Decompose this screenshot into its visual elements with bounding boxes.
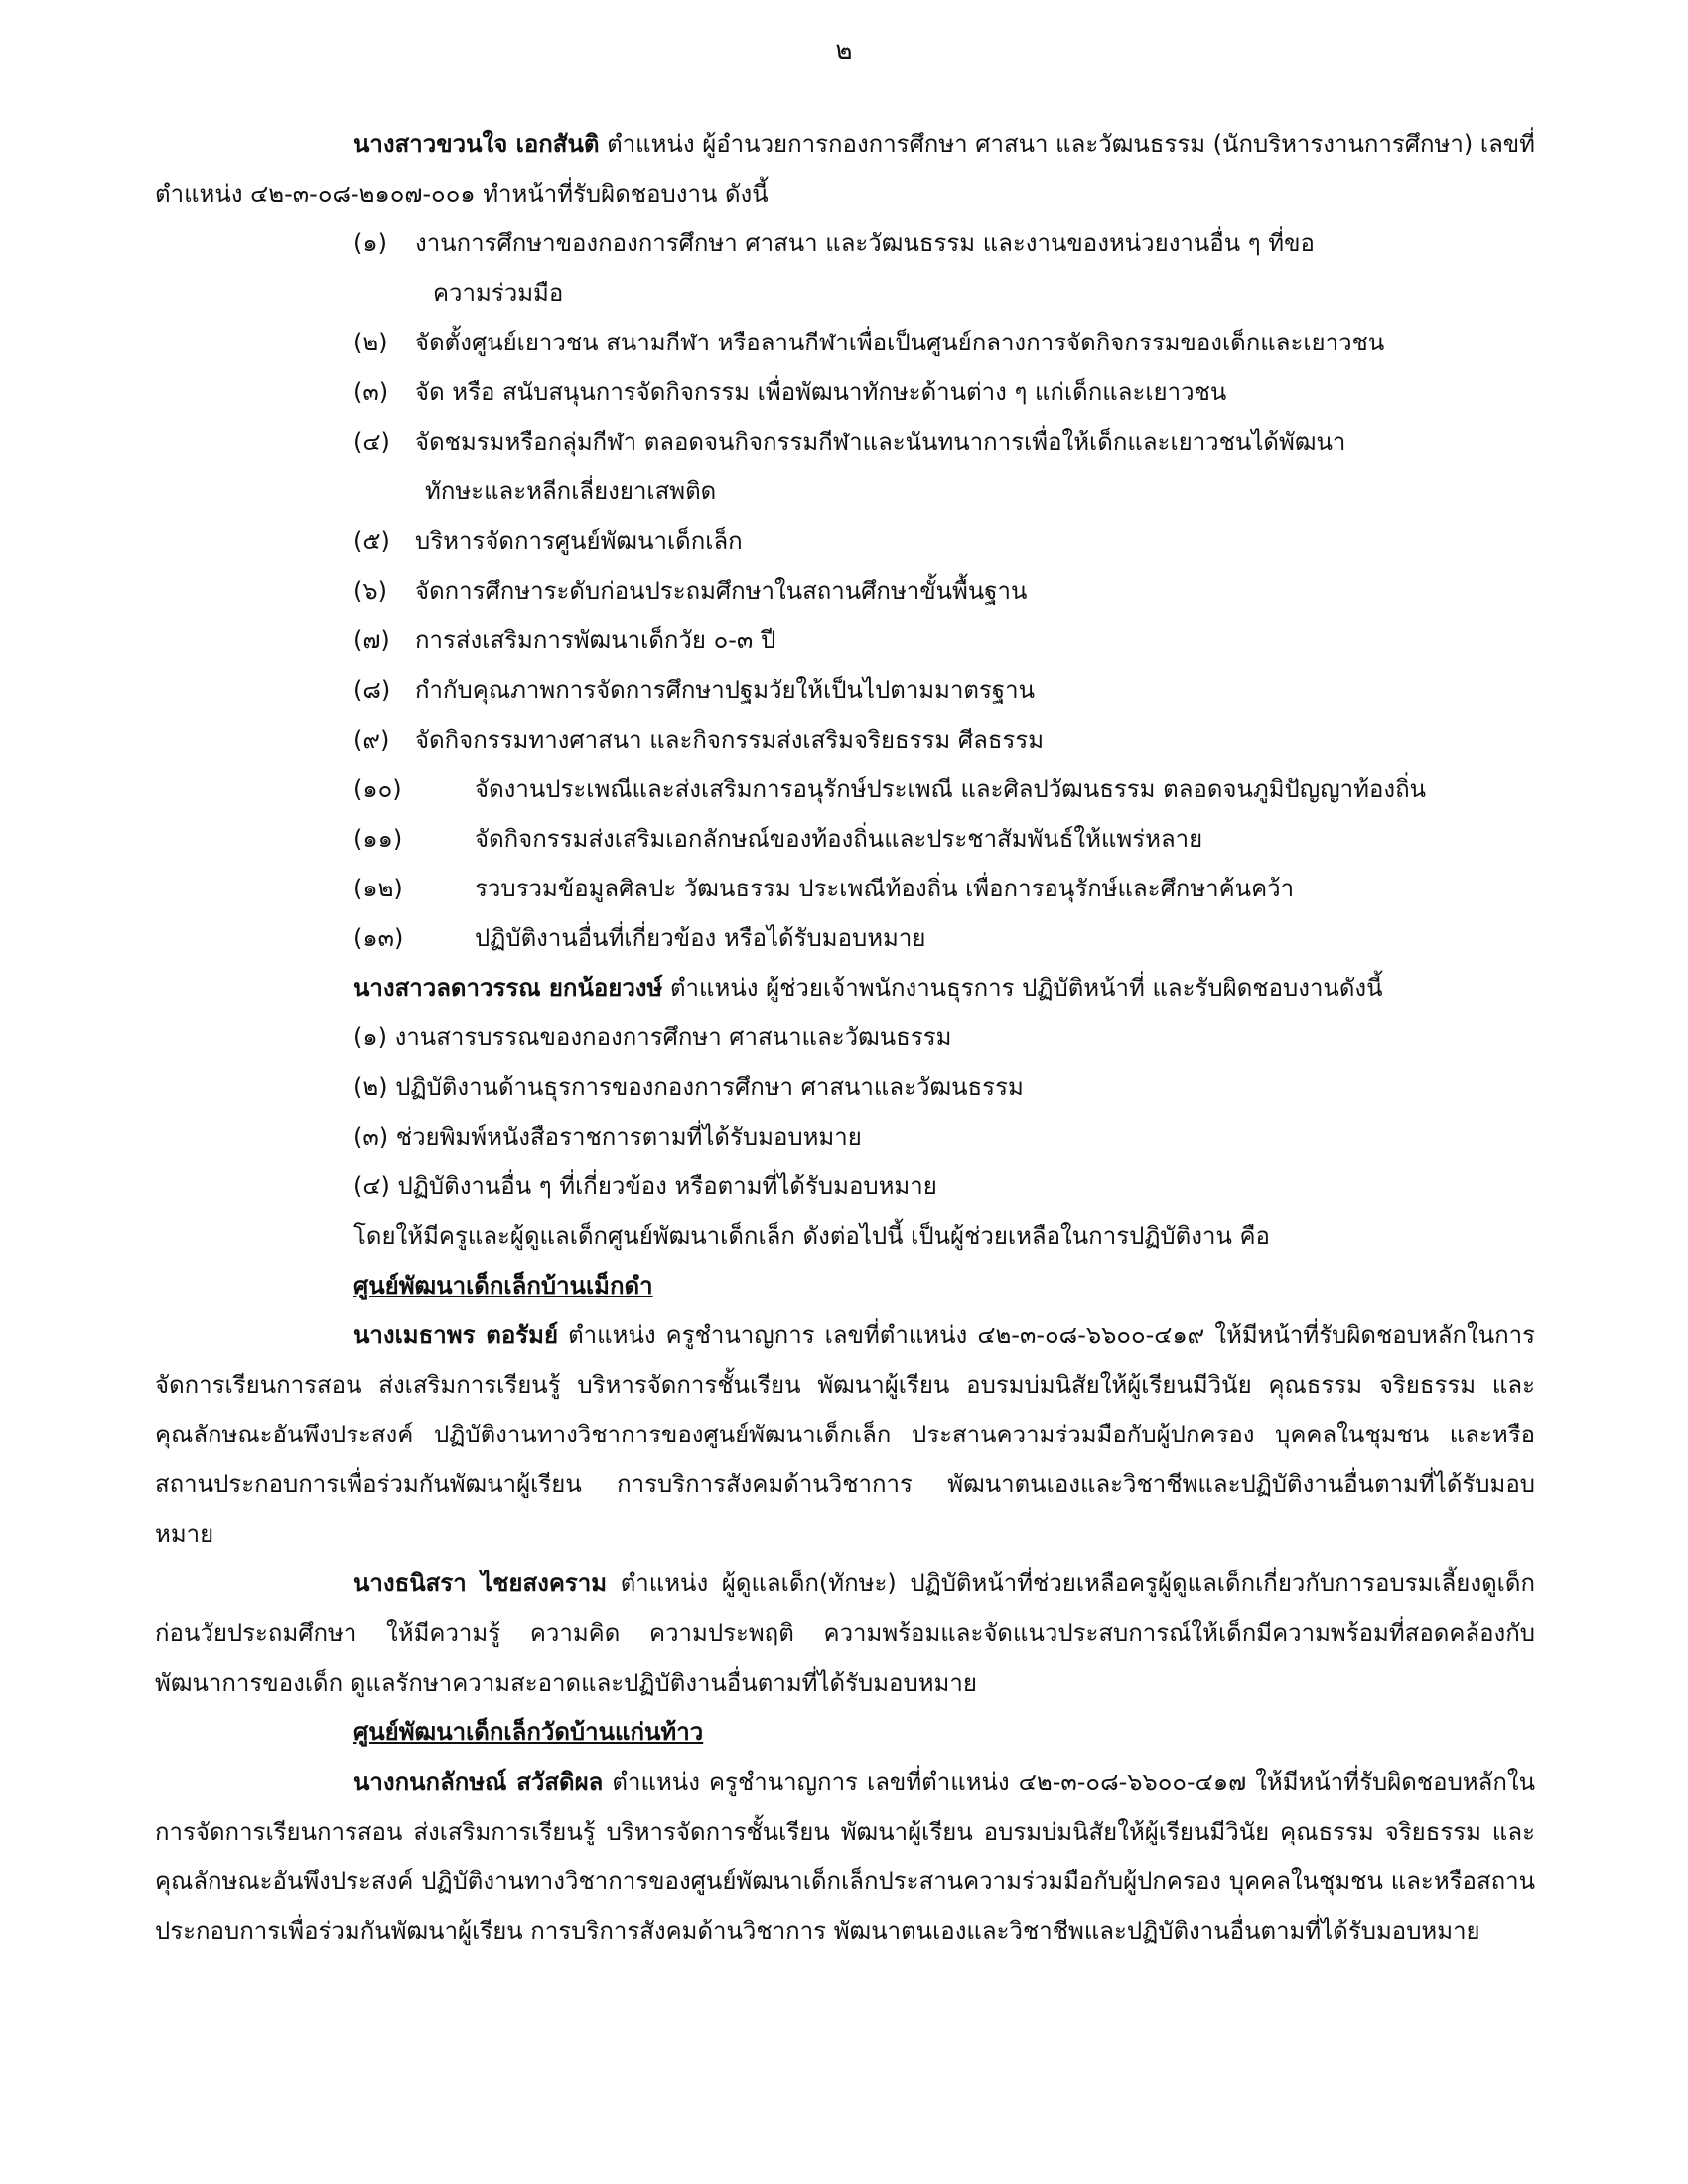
item-number: (๒): [353, 329, 388, 356]
item-text: จัดกิจกรรมส่งเสริมเอกลักษณ์ของท้องถิ่นและประชาสัมพันธ์ให้แพร่หลาย: [475, 825, 1203, 853]
person-name: นางกนกลักษณ์ สวัสดิผล: [353, 1768, 604, 1796]
list-item: [155, 566, 1535, 615]
block2-person-name: นางสาวลดาวรรณ ยกน้อยวงษ์: [353, 974, 663, 1002]
item-text: จัด หรือ สนับสนุนการจัดกิจกรรม เพื่อพัฒนาทักษะด้านต่าง ๆ แก่เด็กและเยาวชน: [415, 378, 1227, 406]
list-item: [155, 764, 1535, 814]
block1-text: ตำแหน่ง ผู้อำนวยการกองการศึกษา ศาสนา และวัฒนธรรม (นักบริหารงานการศึกษา) เลขที่ตำแหน่ง ๔๒-๓-๐๘-๒๑๐๗-๐๐๑ ทำหน้าที่รับผิดชอบงาน ดังนี้: [155, 130, 1535, 207]
item-text: จัดกิจกรรมทางศาสนา และกิจกรรมส่งเสริมจริยธรรม ศีลธรรม: [415, 726, 1045, 753]
item-number: (๑๓): [353, 924, 404, 952]
item-text: การส่งเสริมการพัฒนาเด็กวัย ๐-๓ ปี: [415, 626, 776, 654]
person-duties: ตำแหน่ง ครูชำนาญการ เลขที่ตำแหน่ง ๔๒-๓-๐๘-๖๖๐๐-๔๑๗ ให้มีหน้าที่รับผิดชอบหลักในการจัดการเรียนการสอน ส่งเสริมการเรียนรู้ บริหารจัดการชั้นเรียน พัฒนาผู้เรียน อบรมบ่มนิสัยให้ผู้เรียนมีวินัย คุณธรรม จริยธรรม และคุณลักษณะอันพึงประสงค์ ปฏิบัติงานทางวิชาการของศูนย์พัฒนาเด็กเล็กประสานความร่วมมือกับผู้ปกครอง บุคคลในชุมชน และหรือสถานประกอบการเพื่อร่วมกันพัฒนาผู้เรียน การบริการสังคมด้านวิชาการ พัฒนาตนเองและวิชาชีพและปฏิบัติงานอื่นตามที่ได้รับมอบหมาย: [155, 1768, 1535, 1945]
item-number: (๑๒): [353, 875, 403, 902]
item-text: รวบรวมข้อมูลศิลปะ วัฒนธรรม ประเพณีท้องถิ่น เพื่อการอนุรักษ์และศึกษาค้นคว้า: [475, 875, 1295, 902]
item-number: (๑๐): [353, 775, 402, 803]
list-item: [155, 814, 1535, 864]
closing-statement: โดยให้มีครูและผู้ดูแลเด็กศูนย์พัฒนาเด็กเล็ก ดังต่อไปนี้ เป็นผู้ช่วยเหลือในการปฏิบัติงาน คือ: [353, 1222, 1270, 1250]
document-body: [155, 119, 1535, 1956]
page-number: ๒: [835, 36, 853, 66]
item-number: (๑๑): [353, 825, 403, 853]
list-item: [155, 715, 1535, 764]
list-item: [155, 417, 1535, 467]
list-item: [155, 516, 1535, 566]
item-number: (๔): [353, 1172, 390, 1200]
item-number: (๕): [353, 527, 390, 555]
item-text: งานสารบรรณของกองการศึกษา ศาสนาและวัฒนธรรม: [394, 1024, 952, 1051]
section-heading: ศูนย์พัฒนาเด็กเล็กบ้านเม็กดำ: [353, 1272, 653, 1299]
person-duties: ตำแหน่ง ผู้ดูแลเด็ก(ทักษะ) ปฏิบัติหน้าที่ช่วยเหลือครูผู้ดูแลเด็กเกี่ยวกับการอบรมเลี้ยงดูเด็กก่อนวัยประถมศึกษา ให้มีความรู้ ความคิด ความประพฤติ ความพร้อมและจัดแนวประสบการณ์ให้เด็กมีความพร้อมที่สอดคล้องกับพัฒนาการของเด็ก ดูแลรักษาความสะอาดและปฏิบัติงานอื่นตามที่ได้รับมอบหมาย: [155, 1570, 1535, 1697]
item-number: (๔): [353, 428, 390, 456]
item-text: กำกับคุณภาพการจัดการศึกษาปฐมวัยให้เป็นไปตามมาตรฐาน: [415, 676, 1036, 704]
item-number: (๓): [353, 1123, 389, 1151]
list-item: [155, 913, 1535, 963]
list-item: [155, 665, 1535, 715]
item-text: งานการศึกษาของกองการศึกษา ศาสนา และวัฒนธรรม และงานของหน่วยงานอื่น ๆ ที่ขอ: [415, 229, 1315, 257]
block2-text: ตำแหน่ง ผู้ช่วยเจ้าพนักงานธุรการ ปฏิบัติหน้าที่ และรับผิดชอบงานดังนี้: [662, 974, 1383, 1002]
list-item: [155, 1062, 1535, 1112]
block2-paragraph: [155, 963, 1535, 1013]
item-number: (๙): [353, 726, 390, 753]
section-heading: ศูนย์พัฒนาเด็กเล็กวัดบ้านแก่นท้าว: [353, 1718, 704, 1746]
block1-paragraph: [155, 119, 1535, 218]
person-paragraph: [155, 1757, 1535, 1956]
list-item: [155, 1112, 1535, 1161]
list-item-continuation: ความร่วมมือ: [433, 279, 564, 307]
item-text: จัดตั้งศูนย์เยาวชน สนามกีฬา หรือลานกีฬาเพื่อเป็นศูนย์กลางการจัดกิจกรรมของเด็กและเยาวชน: [415, 329, 1385, 356]
list-item: [155, 318, 1535, 367]
item-text: บริหารจัดการศูนย์พัฒนาเด็กเล็ก: [415, 527, 743, 555]
list-item: [155, 1161, 1535, 1211]
list-item: [155, 218, 1535, 268]
list-item: [155, 864, 1535, 913]
item-number: (๓): [353, 378, 389, 406]
item-text: ช่วยพิมพ์หนังสือราชการตามที่ได้รับมอบหมาย: [395, 1123, 862, 1151]
item-number: (๖): [353, 577, 387, 605]
item-text: ปฏิบัติงานอื่น ๆ ที่เกี่ยวข้อง หรือตามที่ได้รับมอบหมาย: [397, 1172, 937, 1200]
list-item-continuation: ทักษะและหลีกเลี่ยงยาเสพติด: [425, 478, 717, 505]
person-paragraph: [155, 1310, 1535, 1559]
list-item: [155, 1013, 1535, 1062]
person-duties: ตำแหน่ง ครูชำนาญการ เลขที่ตำแหน่ง ๔๒-๓-๐๘-๖๖๐๐-๔๑๙ ให้มีหน้าที่รับผิดชอบหลักในการจัดการเรียนการสอน ส่งเสริมการเรียนรู้ บริหารจัดการชั้นเรียน พัฒนาผู้เรียน อบรมบ่มนิสัยให้ผู้เรียนมีวินัย คุณธรรม จริยธรรม และคุณลักษณะอันพึงประสงค์ ปฏิบัติงานทางวิชาการของศูนย์พัฒนาเด็กเล็ก ประสานความร่วมมือกับผู้ปกครอง บุคคลในชุมชน และหรือสถานประกอบการเพื่อร่วมกันพัฒนาผู้เรียน การบริการสังคมด้านวิชาการ พัฒนาตนเองและวิชาชีพและปฏิบัติงานอื่นตามที่ได้รับมอบหมาย: [155, 1321, 1535, 1548]
item-text: ปฏิบัติงานอื่นที่เกี่ยวข้อง หรือได้รับมอบหมาย: [475, 924, 926, 952]
item-text: จัดการศึกษาระดับก่อนประถมศึกษาในสถานศึกษาขั้นพื้นฐาน: [415, 577, 1028, 605]
block1-person-name: นางสาวขวนใจ เอกสันติ: [353, 130, 600, 158]
person-name: นางธนิสรา ไชยสงคราม: [353, 1570, 608, 1597]
person-name: นางเมธาพร ตอรัมย์: [353, 1321, 559, 1349]
item-number: (๒): [353, 1073, 388, 1101]
item-text: ปฏิบัติงานด้านธุรการของกองการศึกษา ศาสนาและวัฒนธรรม: [395, 1073, 1024, 1101]
item-number: (๑): [353, 229, 387, 257]
item-number: (๑): [353, 1024, 387, 1051]
item-number: (๘): [353, 676, 391, 704]
list-item: [155, 367, 1535, 417]
item-text: จัดชมรมหรือกลุ่มกีฬา ตลอดจนกิจกรรมกีฬาและนันทนาการเพื่อให้เด็กและเยาวชนได้พัฒนา: [415, 428, 1346, 456]
item-number: (๗): [353, 626, 390, 654]
person-paragraph: [155, 1559, 1535, 1707]
list-item: [155, 615, 1535, 665]
item-text: จัดงานประเพณีและส่งเสริมการอนุรักษ์ประเพณี และศิลปวัฒนธรรม ตลอดจนภูมิปัญญาท้องถิ่น: [475, 775, 1427, 803]
